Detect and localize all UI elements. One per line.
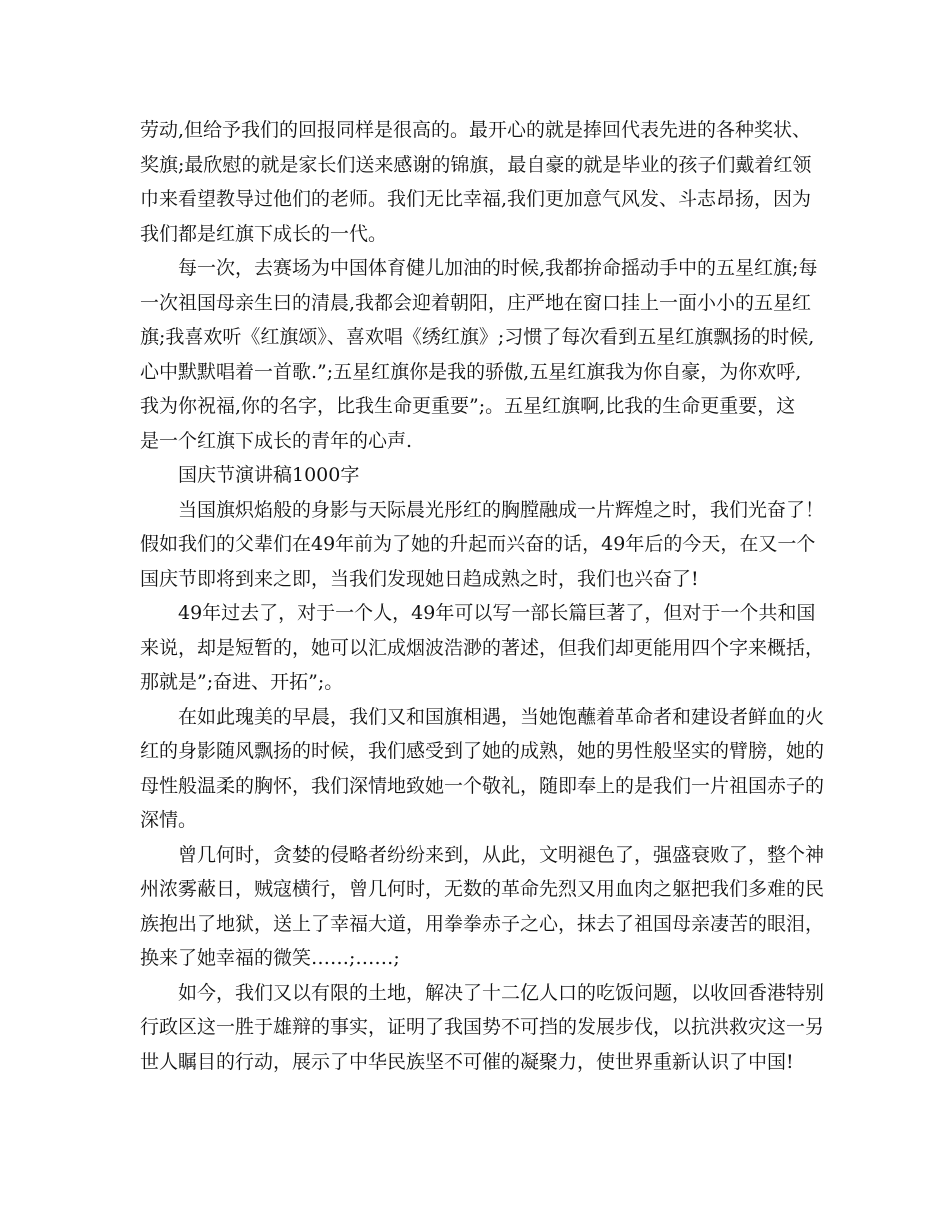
text-line: 深情。	[140, 809, 198, 831]
text-line: 劳动,但给予我们的回报同样是很高的。最开心的就是捧回代表先进的各种奖状、	[140, 119, 812, 141]
text-line: 旗;我喜欢听《红旗颂》、喜欢唱《绣红旗》;习惯了每次看到五星红旗飘扬的时候,	[140, 326, 815, 348]
text-line: 州浓雾蔽日，贼寇横行，曾几何时，无数的革命先烈又用血肉之躯把我们多难的民	[140, 878, 825, 900]
text-line: 在如此瑰美的早晨，我们又和国旗相遇，当她饱蘸着革命者和建设者鲜血的火	[178, 705, 825, 728]
text-line: 如今，我们又以有限的土地，解决了十二亿人口的吃饭问题，以收回香港特别	[178, 981, 825, 1004]
text-line: 我们都是红旗下成长的一代。	[140, 222, 388, 245]
text-line: 我为你祝福,你的名字，比我生命更重要”;。五星红旗啊,比我的生命更重要，这	[140, 395, 796, 417]
text-line: 来说，却是短暂的，她可以汇成烟波浩渺的著述，但我们却更能用四个字来概括，	[140, 636, 825, 659]
text-line: 假如我们的父辈们在49年前为了她的升起而兴奋的话，49年后的今天，在又一个	[140, 533, 816, 555]
text-line: 是一个红旗下成长的青年的心声.	[140, 429, 413, 452]
text-line: 国庆节即将到来之即，当我们发现她日趋成熟之时，我们也兴奋了!	[140, 567, 699, 590]
text-line: 49年过去了，对于一个人，49年可以写一部长篇巨著了，但对于一个共和国	[178, 602, 816, 624]
text-line: 换来了她幸福的微笑……;……;	[140, 947, 400, 969]
text-line: 族抱出了地狱，送上了幸福大道，用拳拳赤子之心，抹去了祖国母亲凄苦的眼泪，	[140, 912, 825, 935]
text-line: 红的身影随风飘扬的时候，我们感受到了她的成熟，她的男性般坚实的臂膀，她的	[140, 740, 825, 762]
text-line: 巾来看望教导过他们的老师。我们无比幸福,我们更加意气风发、斗志昂扬，因为	[140, 188, 812, 210]
text-line: 行政区这一胜于雄辩的事实，证明了我国势不可挡的发展步伐，以抗洪救灾这一另	[140, 1016, 825, 1038]
text-line: 世人瞩目的行动，展示了中华民族坚不可催的凝聚力，使世界重新认识了中国!	[140, 1050, 794, 1073]
text-line: 当国旗炽焰般的身影与天际晨光彤红的胸膛融成一片辉煌之时，我们光奋了！	[178, 498, 825, 521]
text-line: 一次祖国母亲生曰的清晨,我都会迎着朝阳，庄严地在窗口挂上一面小小的五星红	[140, 291, 812, 314]
text-line: 曾几何时，贪婪的侵略者纷纷来到，从此，文明褪色了，强盛衰败了，整个神	[178, 843, 825, 866]
section-title: 国庆节演讲稿1000字	[178, 464, 360, 486]
document-body	[140, 113, 825, 1079]
text-line: 那就是”;奋进、开拓”;。	[140, 671, 344, 693]
text-line: 奖旗;最欣慰的就是家长们送来感谢的锦旗，最自豪的就是毕业的孩子们戴着红领	[140, 153, 812, 176]
text-line: 每一次，去赛场为中国体育健儿加油的时候,我都拚命摇动手中的五星红旗;每	[178, 257, 818, 279]
text-line: 心中默默唱着一首歌.”;五星红旗你是我的骄傲,五星红旗我为你自豪，为你欢呼,	[140, 360, 802, 383]
text-line: 母性般温柔的胸怀，我们深情地致她一个敬礼，随即奉上的是我们一片祖国赤子的	[140, 774, 825, 797]
